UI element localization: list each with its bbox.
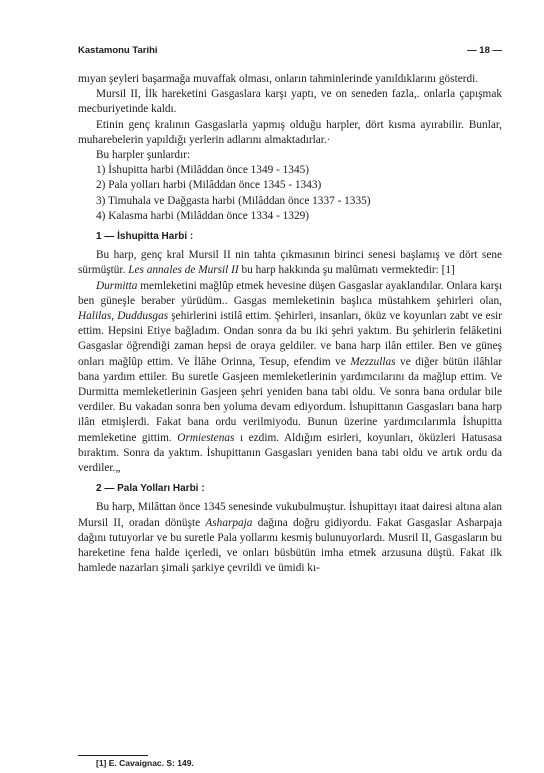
text-run: Bu harp, Milâttan önce 1345 senesinde vukubulmuştur. İshupittayı itaat dairesi altına alan Mursil II, oradan dönüşte	[78, 501, 502, 529]
text-run: Bu harp, genç kral Mursil II nin tahta çıkmasının birinci senesi başlamış ve dört sene sürmüştür.	[78, 249, 502, 277]
paragraph: mıyan şeyleri başarmağa muvaffak olması, onların tahminlerinde yanıldıklarını gösterdi.	[78, 73, 479, 85]
paragraph: Etinin genç kralının Gasgaslarla yapmış olduğu harpler, dört kısma ayırabilir. Bunlar, muharebelerin yapıldığı yerlerin adlarını almaktadırlar.·	[78, 118, 502, 146]
section-heading: 2 — Pala Yolları Harbi :	[96, 483, 205, 495]
list-item: 3) Timuhala ve Dağgasta harbi (Milâddan önce 1337 - 1335)	[96, 194, 371, 207]
italic-term: Mezzullas	[350, 355, 396, 368]
paragraph	[78, 500, 502, 576]
text-run: ve diğer bütün ilâhlar bana yardım ettiler. Bu suretle Gasjeen memleketlerinin yardımcılarını da mağlup ettim. Ve Durmitta memleketlerinin Gasjeen şehri yeniden bana tabi oldu. Ve sonra bana ordular bile verdiler. Bu vakadan sonra ben yoluma devam ediyordum. İshupittanın Gasgasları bana harp ilân etmişlerdi. Fakat bana ordu verilmiyodu. Bunun üzerine yardımcılarımla İshupitta memleketine gittim.	[78, 355, 502, 444]
book-title: Kastamonu Tarihi	[78, 45, 158, 56]
text-run: dağına doğru gidiyordu. Fakat Gasgaslar Asharpaja dağını tutuyorlar ve bu suretle Pala yollarını kesmiş bulunuyorlardı. Musril II, Gasgasların bu hareketine fena halde içerledi, ve onları büsbütün imha etmek arzusuna düştü. Fakat ilk hamlede nazarları şimali şarkiye çevrildi ve ümidi kı-	[78, 516, 503, 575]
quoted-paragraph	[78, 279, 502, 477]
italic-term: Durmitta	[96, 279, 138, 292]
paragraph: Bu harpler şunlardır:	[96, 149, 191, 162]
paragraph	[78, 248, 502, 278]
text-run: memleketini mağlûp etmek hevesine düşen Gasgaslar ayaklandılar. Onlara karşı ben güneşle beraber yürüdüm.. Gasgas memleketinin başlıca müstahkem şehirleri olan,	[78, 279, 502, 307]
list-item: 1) İshupitta harbi (Milâddan önce 1349 - 1345)	[96, 164, 310, 177]
footnote: [1] E. Cavaignac. S: 149.	[96, 758, 194, 768]
italic-term: Asharpaja	[205, 516, 253, 529]
section-heading: 1 — İshupitta Harbi :	[96, 231, 194, 243]
list-item: 4) Kalasma harbi (Milâddan önce 1334 - 1329)	[96, 209, 310, 222]
page-body	[78, 72, 502, 577]
text-run: bu harp hakkında şu malûmatı vermektedir: [1]	[238, 264, 455, 277]
page-number: — 18 —	[467, 45, 502, 56]
text-run: şehirlerini istilâ ettim. Şehirleri, insanları, öküz ve koyunları zabt ve esir ettim. Hepsini Etiye bağladım. Ondan sonra da bu iki şehri yaktım. Bu şehirlerin felâketini Gasgaslar öğrendiği zaman hepsi de oraya geldiler. ve bana harp ilân ettiler. Ben ve güneş onları mağlûp ettim. Ve İlâhe Orinna, Tesup, efendim ve	[78, 310, 502, 368]
footnote-divider	[78, 755, 148, 756]
italic-title: Les annales de Mursil II	[128, 264, 239, 277]
running-header	[78, 43, 502, 58]
italic-term: Ormiestenas	[177, 431, 235, 444]
paragraph: Mursil II, İlk hareketini Gasgaslara karşı yaptı, ve on seneden fazla,. onlarla çapışmak mecburiyetinde kaldı.	[78, 88, 502, 116]
italic-term: Halilas, Duddusgas	[78, 310, 169, 323]
list-item: 2) Pala yolları harbi (Milâddan önce 1345 - 1343)	[96, 179, 322, 192]
text-run: ı ezdim. Aldığım esirleri, koyunları, öküzleri Hatusasa bıraktım. Sonra da yaktım. İshupittanın Gasgasları yeniden bana tabi oldu ve artık ordu da verdiler.„	[78, 431, 502, 475]
